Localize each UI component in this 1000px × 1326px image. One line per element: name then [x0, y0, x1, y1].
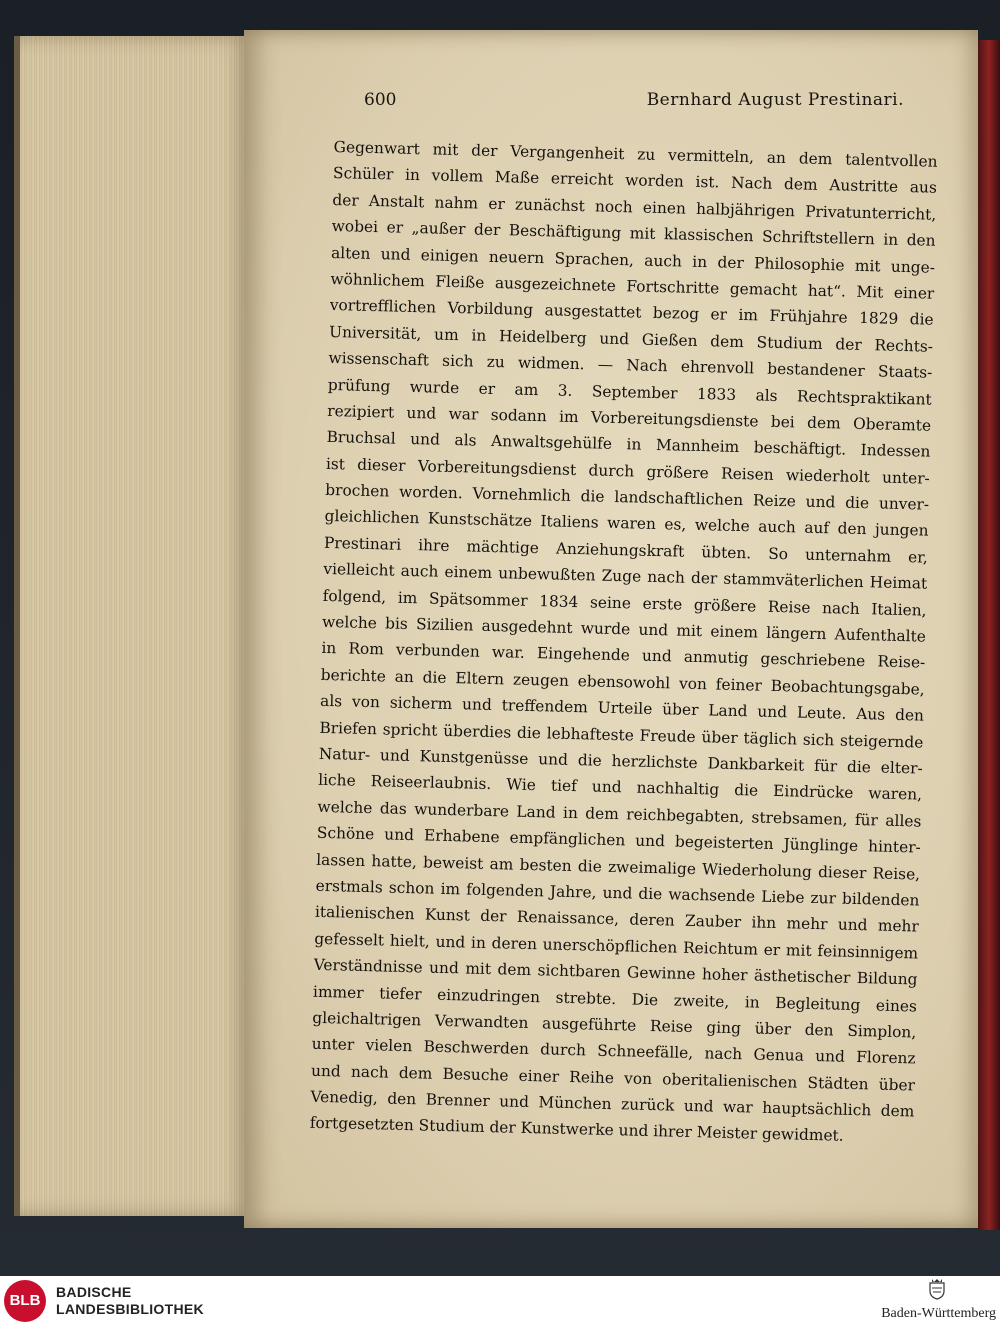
text-line: Natur- und Kunstgenüsse und die herzlichste Dankbarkeit für die elter- [318, 744, 923, 778]
library-name-line2: LANDESBIBLIOTHEK [56, 1301, 204, 1317]
text-line: berichte an die Eltern zeugen ebensowohl von feiner Beobachtungsgabe, [320, 665, 925, 699]
text-line: welche bis Sizilien ausgedehnt wurde und mit einem längern Aufenthalte [321, 612, 927, 646]
footer-bar [0, 1276, 1000, 1326]
text-line: immer tiefer einzudringen strebte. Die zweite, in Begleitung eines [312, 982, 918, 1015]
text-line: liche Reiseerlaubnis. Wie tief und nachhaltig die Eindrücke waren, [317, 771, 923, 804]
text-line: und nach dem Besuche einer Reihe von oberitalienischen Städten über [310, 1061, 916, 1095]
state-label[interactable]: Baden-Württemberg [881, 1306, 996, 1321]
text-line: rezipiert und war sodann im Vorbereitungsdienste bei dem Oberamte [327, 401, 932, 435]
text-line: Schüler in vollem Maße erreicht worden ist. Nach dem Austritte aus [332, 164, 938, 198]
text-line: Briefen spricht überdies die lebhafteste Freude über täglich sich steigernde [319, 718, 924, 752]
library-name-line1: BADISCHE [56, 1284, 132, 1300]
text-line: lassen hatte, beweist am besten die zweimalige Wiederholung dieser Reise, [316, 850, 921, 884]
text-line: wobei er „außer der Beschäftigung mit klassischen Schriftstellern in den [331, 217, 936, 250]
blb-logo[interactable]: BLB [4, 1280, 46, 1322]
text-line: Universität, um in Heidelberg und Gießen dem Studium der Rechts- [328, 322, 934, 356]
running-head: Bernhard August Prestinari. [646, 90, 904, 110]
text-line: brochen worden. Vornehmlich die landschaftlichen Reize und die unver- [325, 480, 930, 514]
book-page [244, 30, 978, 1228]
text-line: unter vielen Beschwerden durch Schneefälle, nach Genua und Florenz [311, 1035, 916, 1068]
page-header [364, 90, 904, 120]
library-name[interactable] [56, 1284, 204, 1318]
text-line: ist dieser Vorbereitungsdienst durch größere Reisen wiederholt unter- [325, 454, 930, 488]
text-line: als von sicherm und treffendem Urteile über Land und Leute. Aus den [319, 692, 925, 725]
page-number: 600 [364, 90, 397, 110]
baden-wuerttemberg-crest-icon [928, 1278, 946, 1300]
text-line: der Anstalt nahm er zunächst noch einen halbjährigen Privatunterricht, [332, 190, 937, 224]
text-line: Bruchsal und als Anwaltsgehülfe in Mannheim beschäftigt. Indessen [326, 428, 931, 461]
text-line: Venedig, den Brenner und München zurück und war hauptsächlich dem [310, 1087, 915, 1121]
text-line: erstmals schon im folgenden Jahre, und die wachsende Liebe zur bildenden [315, 876, 920, 910]
book-page-edges [14, 36, 252, 1216]
text-line: folgend, im Spätsommer 1834 seine erste größere Reise nach Italien, [322, 586, 927, 620]
text-line: gleichaltrigen Verwandten ausgeführte Reise ging über den Simplon, [312, 1008, 917, 1042]
text-line: wissenschaft sich zu widmen. — Nach ehrenvoll bestandener Staats- [328, 349, 933, 382]
text-line: wöhnlichem Fleiße ausgezeichnete Fortschritte gemacht hat“. Mit einer [330, 269, 935, 303]
text-line: Gegenwart mit der Vergangenheit zu vermitteln, an dem talentvollen [333, 137, 938, 171]
text-line: fortgesetzten Studium der Kunstwerke und ihrer Meister gewidmet. [309, 1114, 844, 1146]
text-line: Verständnisse und mit dem sichtbaren Gewinne hoher ästhetischer Bildung [313, 955, 918, 989]
text-line: italienischen Kunst der Renaissance, deren Zauber ihn mehr und mehr [314, 903, 920, 936]
text-line: vortrefflichen Vorbildung ausgestattet bezog er im Frühjahre 1829 die [329, 296, 934, 330]
text-line: in Rom verbunden war. Eingehende und anmutig geschriebene Reise- [321, 639, 926, 673]
text-line: Prestinari ihre mächtige Anziehungskraft übten. So unternahm er, [323, 533, 929, 567]
book-cover-edge [978, 40, 1000, 1230]
text-line: vielleicht auch einem unbewußten Zuge nach der stammväterlichen Heimat [323, 560, 928, 593]
text-line: Schöne und Erhabene empfänglichen und begeisterten Jünglinge hinter- [316, 823, 921, 857]
text-line: welche das wunderbare Land in dem reichbegabten, strebsamen, für alles [317, 797, 922, 831]
text-line: prüfung wurde er am 3. September 1833 als Rechtspraktikant [327, 375, 932, 409]
text-line: gefesselt hielt, und in deren unerschöpflichen Reichtum er mit feinsinnigem [314, 929, 919, 963]
text-line: gleichlichen Kunstschätze Italiens waren es, welche auch auf den jungen [324, 507, 929, 541]
text-line: alten und einigen neuern Sprachen, auch in der Philosophie mit unge- [330, 243, 936, 277]
body-text [309, 134, 937, 1151]
